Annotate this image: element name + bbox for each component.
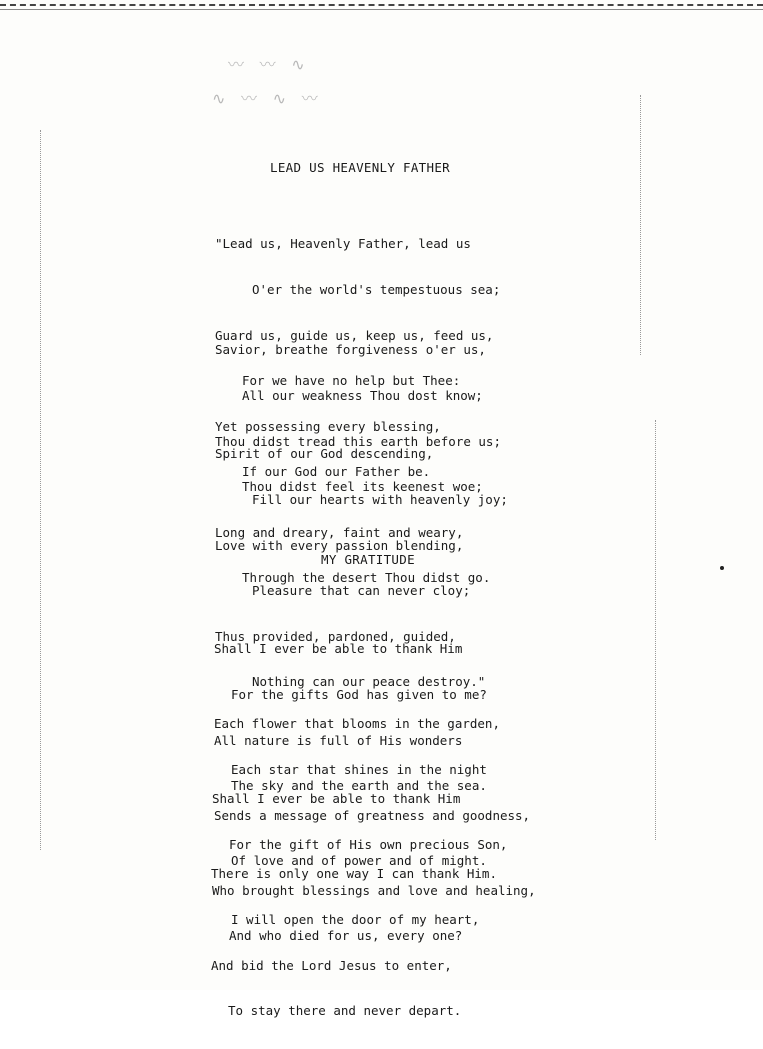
poem-line: Savior, breathe forgiveness o'er us, [215,342,486,358]
poem-line: Of love and of power and of might. [231,853,487,869]
poem-line: And bid the Lord Jesus to enter, [211,957,452,973]
poem-line: Each star that shines in the night [231,762,487,777]
faint-handwriting-mark: 〰 〰 ∿ [228,55,308,74]
poem-line: "Lead us, Heavenly Father, lead us [215,236,471,252]
poem-line: Through the desert Thou didst go. [242,570,491,586]
poem-line: Yet possessing every blessing, [215,418,441,434]
poem-line: Thus provided, pardoned, guided, [215,628,456,644]
poem-line: Shall I ever be able to thank Him [212,791,461,807]
poem-line: Guard us, guide us, keep us, feed us, [215,327,494,343]
page-top-border [0,4,763,6]
poem-title-lead-us-heavenly-father: LEAD US HEAVENLY FATHER [270,160,450,175]
right-scan-edge-lower [655,420,656,840]
poem-title-my-gratitude: MY GRATITUDE [321,552,415,567]
ink-dot [720,566,724,570]
poem-line: And who died for us, every one? [229,928,463,944]
poem-line: If our God our Father be. [242,464,431,480]
poem-line: O'er the world's tempestuous sea; [252,282,501,297]
poem-line: Love with every passion blending, [215,537,464,553]
poem-line: To stay there and never depart. [228,1003,462,1019]
poem-line: Nothing can our peace destroy." [252,674,486,690]
poem-line: Thou didst tread this earth before us; [215,433,501,449]
poem-line: Who brought blessings and love and healing, [212,882,536,898]
poem-line: The sky and the earth and the sea. [231,778,487,794]
poem-line: Thou didst feel its keenest woe; [242,479,483,495]
poem2-stanza-4 [211,836,497,1049]
poem-line: Shall I ever be able to thank Him [214,641,463,657]
poem-line: Each flower that blooms in the garden, [214,716,500,732]
poem-line: Sends a message of greatness and goodness, [214,807,531,823]
poem-line: For we have no help but Thee: [242,373,461,389]
poem-line: For the gift of His own precious Son, [229,837,508,852]
poem-line: All our weakness Thou dost know; [242,388,483,403]
right-scan-edge-upper [640,95,641,355]
faint-handwriting-mark-2: ∿ 〰 ∿ 〰 [212,89,321,108]
poem-line: I will open the door of my heart, [231,912,480,927]
poem-line: Spirit of our God descending, [215,446,434,462]
poem-line: All nature is full of His wonders [214,732,463,748]
left-scan-edge [40,130,41,850]
poem-line: Long and dreary, faint and weary, [215,524,464,540]
poem-line: For the gifts God has given to me? [231,687,487,702]
poem-line: There is only one way I can thank Him. [211,866,497,882]
poem-line: Fill our hearts with heavenly joy; [252,492,508,507]
poem-line: Pleasure that can never cloy; [252,583,471,599]
page-top-border-line [0,9,763,10]
